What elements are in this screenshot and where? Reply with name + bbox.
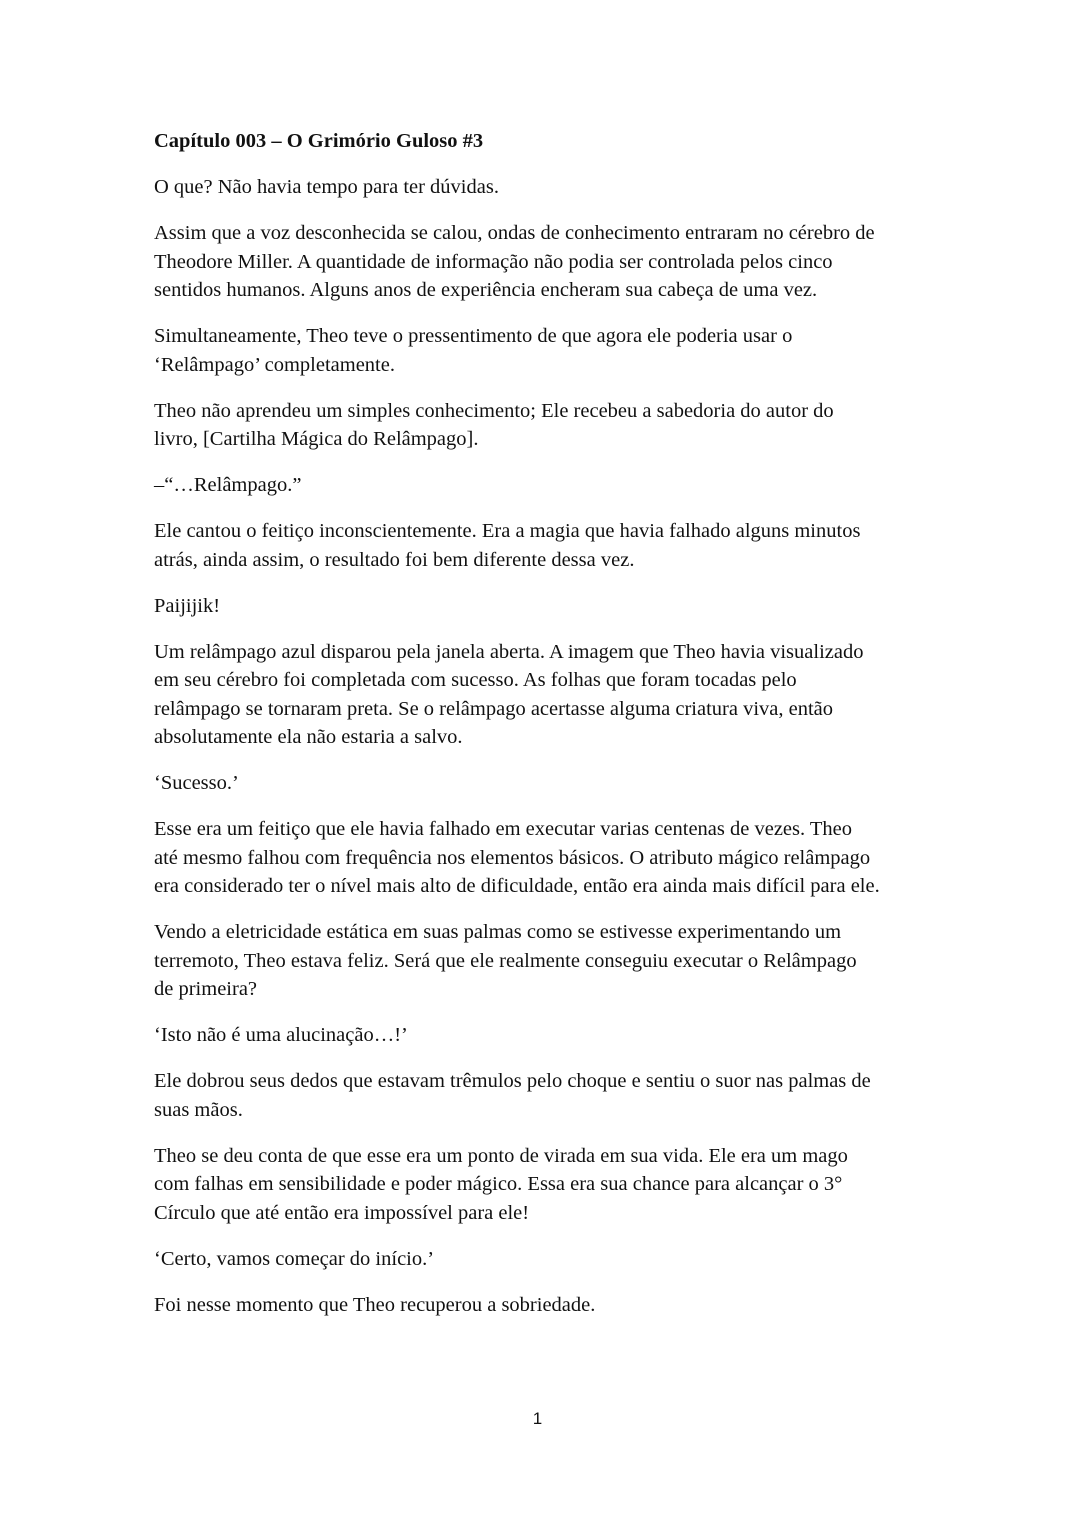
paragraph (154, 1142, 924, 1228)
paragraph (154, 322, 924, 379)
text-line: ‘Certo, vamos começar do início.’ (154, 1247, 435, 1270)
text-line: absolutamente ela não estaria a salvo. (154, 726, 463, 748)
document-body (154, 127, 924, 1337)
text-line: Vendo a eletricidade estática em suas palmas como se estivesse experimentando um (154, 921, 842, 943)
text-line: livro, [Cartilha Mágica do Relâmpago]. (154, 428, 479, 450)
text-line: Foi nesse momento que Theo recuperou a sobriedade. (154, 1293, 596, 1316)
page-number: 1 (532, 1409, 543, 1428)
text-line: relâmpago se tornaram preta. Se o relâmpago acertasse alguma criatura viva, então (154, 697, 834, 720)
paragraph (154, 638, 924, 752)
chapter-title: Capítulo 003 – O Grimório Guloso #3 (154, 130, 484, 152)
text-line: Ele dobrou seus dedos que estavam trêmulos pelo choque e sentiu o suor nas palmas de (154, 1070, 871, 1092)
paragraph-list (154, 173, 924, 1319)
paragraph (154, 1067, 924, 1124)
paragraph (154, 918, 924, 1004)
text-line: atrás, ainda assim, o resultado foi bem diferente dessa vez. (154, 548, 635, 571)
text-line: ‘Isto não é uma alucinação…!’ (154, 1024, 408, 1046)
text-line: Theo não aprendeu um simples conhecimento; Ele recebeu a sabedoria do autor do (154, 399, 834, 422)
text-line: –“…Relâmpago.” (154, 474, 302, 496)
text-line: Paijijik! (154, 594, 221, 617)
text-line: Assim que a voz desconhecida se calou, ondas de conhecimento entraram no cérebro de (154, 222, 875, 244)
text-line: ‘Sucesso.’ (154, 772, 239, 794)
text-line: sentidos humanos. Alguns anos de experiência encheram sua cabeça de uma vez. (154, 279, 818, 301)
paragraph (154, 1021, 924, 1050)
paragraph (154, 1291, 924, 1320)
paragraph (154, 517, 924, 574)
text-line: Theodore Miller. A quantidade de informação não podia ser controlada pelos cinco (154, 250, 833, 273)
paragraph (154, 397, 924, 454)
paragraph (154, 471, 924, 500)
text-line: era considerado ter o nível mais alto de dificuldade, então era ainda mais difícil para ele. (154, 875, 880, 897)
text-line: suas mãos. (154, 1098, 243, 1121)
text-line: Esse era um feitiço que ele havia falhado em executar varias centenas de vezes. Theo (154, 818, 852, 840)
text-line: ‘Relâmpago’ completamente. (154, 353, 395, 376)
text-line: Um relâmpago azul disparou pela janela aberta. A imagem que Theo havia visualizado (154, 640, 864, 663)
text-line: em seu cérebro foi completada com sucesso. As folhas que foram tocadas pelo (154, 669, 797, 691)
text-line: Ele cantou o feitiço inconscientemente. Era a magia que havia falhado alguns minutos (154, 520, 861, 542)
text-line: até mesmo falhou com frequência nos elementos básicos. O atributo mágico relâmpago (154, 846, 871, 869)
text-line: terremoto, Theo estava feliz. Será que ele realmente conseguiu executar o Relâmpago (154, 949, 857, 972)
text-line: de primeira? (154, 978, 258, 1000)
text-line: com falhas em sensibilidade e poder mágico. Essa era sua chance para alcançar o 3° (154, 1173, 843, 1195)
text-line: Simultaneamente, Theo teve o pressentimento de que agora ele poderia usar o (154, 325, 793, 347)
paragraph (154, 769, 924, 798)
text-line: O que? Não havia tempo para ter dúvidas. (154, 176, 499, 198)
paragraph (154, 173, 924, 202)
paragraph (154, 592, 924, 621)
paragraph (154, 815, 924, 901)
paragraph (154, 1245, 924, 1274)
text-line: Theo se deu conta de que esse era um ponto de virada em sua vida. Ele era um mago (154, 1144, 848, 1167)
paragraph (154, 219, 924, 305)
text-line: Círculo que até então era impossível para ele! (154, 1201, 530, 1224)
